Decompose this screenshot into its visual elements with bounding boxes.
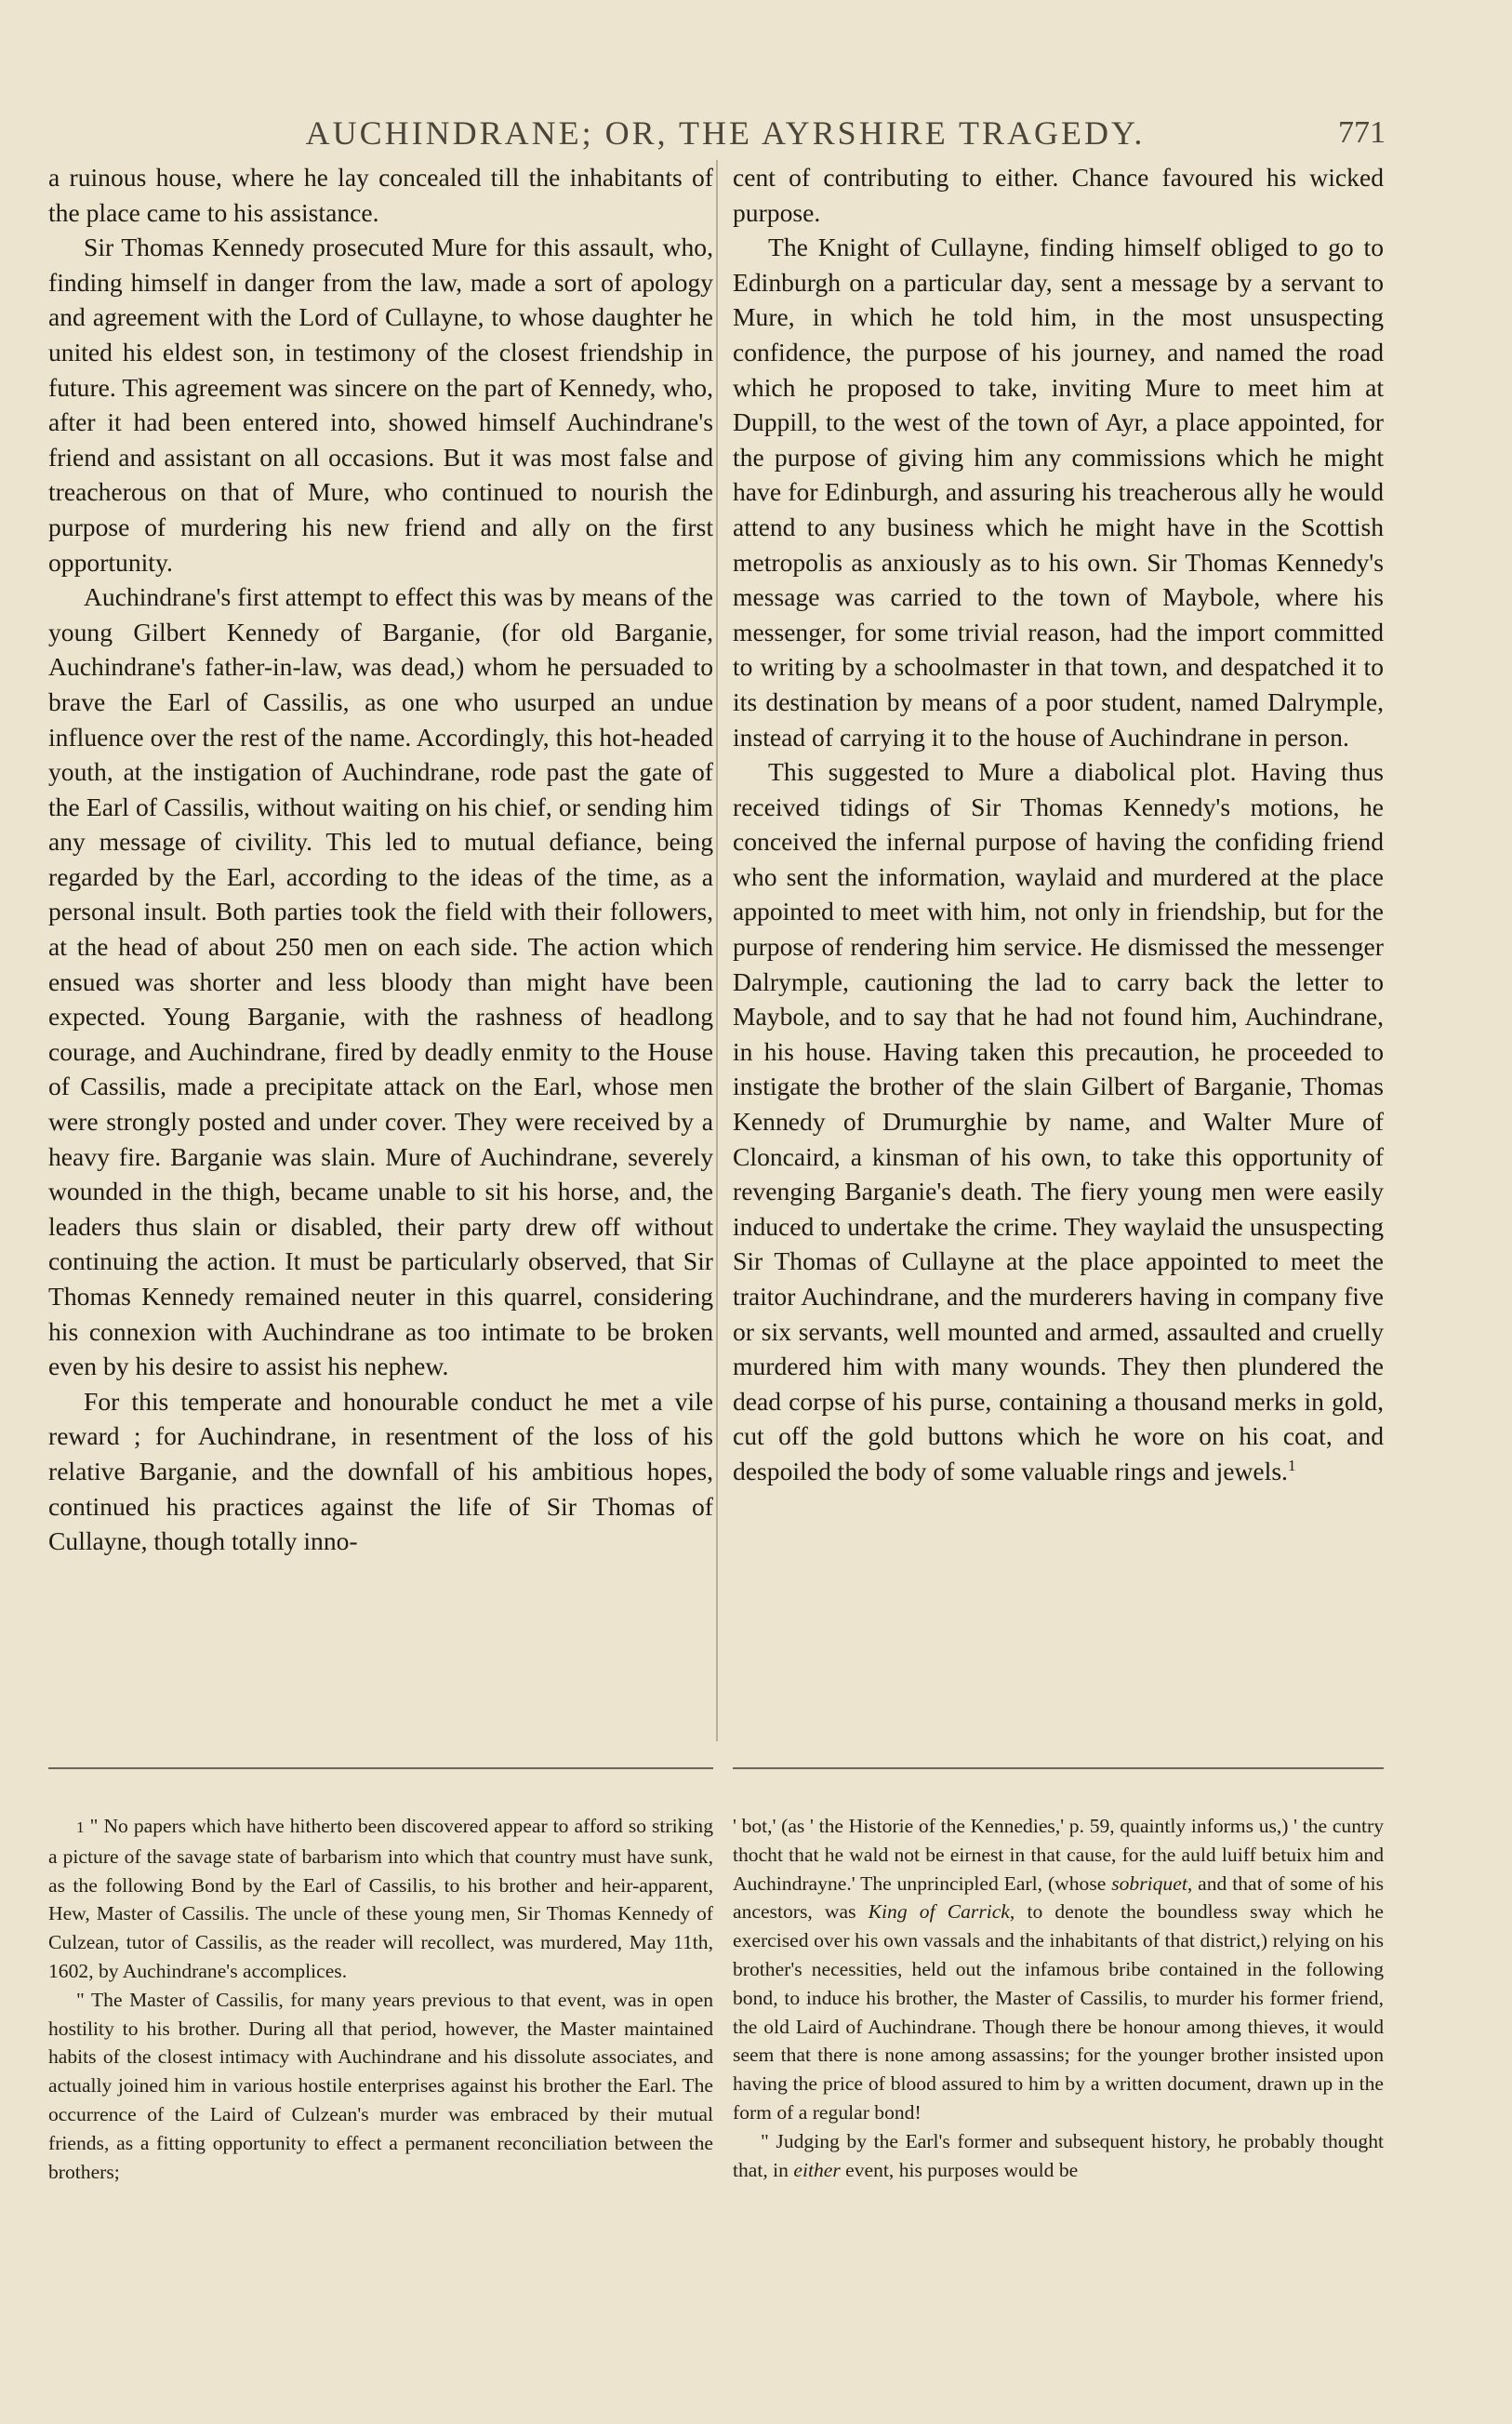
left-paragraph-3: Auchindrane's first attempt to effect this was by means of the young Gilbert Kennedy of Barganie, (for old Barganie, Auchindrane's father-in-law, was dead,) whom he persuaded to brave the Earl of Cassilis, as one who usurped an undue influence over the rest of the name. Accordingly, this hot-headed youth, at the instigation of Auchindrane, rode past the gate of the Earl of Cassilis, without waiting on his chief, or sending him any message of civility. This led to mutual defiance, being regarded by the Earl, according to the ideas of the time, as a personal insult. Both parties took the field with their followers, at the head of about 250 men on each side. The action which ensued was shorter and less bloody than might have been expected. Young Barganie, with the rashness of headlong courage, and Auchindrane, fired by deadly enmity to the House of Cassilis, made a precipitate attack on the Earl, whose men were strongly posted and under cover. They were received by a heavy fire. Barganie was slain. Mure of Auchindrane, severely wounded in the thigh, became unable to sit his horse, and, the leaders thus slain or disabled, their party drew off without continuing the action. It must be particularly observed, that Sir Thomas Kennedy remained neuter in this quarrel, considering his connexion with Auchindrane as too intimate to be broken even by his desire to assist his nephew. bbox=[48, 582, 713, 1381]
footnote-marker: 1 bbox=[76, 1818, 85, 1836]
footnotes-left bbox=[48, 1812, 713, 2186]
footnote-right-text-e: , to denote the boundless sway which he exercised over his own vassals and the inhabitants of that district,) relying on his brother's necessities, held out the infamous bribe contained in the following bond, to induce his brother, the Master of Cassilis, to murder his former friend, the old Laird of Auchindrane. Though there be honour among thieves, it would seem that there is none among assassins; for the younger brother insisted upon having the price of blood assured to him by a written document, drawn up in the form of a regular bond! bbox=[733, 1900, 1384, 2124]
left-paragraph-1: a ruinous house, where he lay concealed till the inhabitants of the place came to his assistance. bbox=[48, 163, 713, 227]
left-column bbox=[48, 160, 713, 1559]
footnotes-right bbox=[733, 1812, 1384, 2184]
page-number: 771 bbox=[1338, 115, 1386, 150]
footnote-right-text-2c: event, his purposes would be bbox=[840, 2158, 1079, 2181]
footnote-right-text-2a: " Judging by the Earl's former and subsequent history, he probably thought that, in bbox=[733, 2129, 1384, 2181]
footnote-right-paragraph-1 bbox=[733, 1812, 1384, 2127]
footnote-reference: 1 bbox=[1287, 1456, 1296, 1474]
footnote-rule-left bbox=[48, 1767, 713, 1769]
running-title: AUCHINDRANE; OR, THE AYRSHIRE TRAGEDY. bbox=[305, 114, 1146, 152]
right-paragraph-2: The Knight of Cullayne, finding himself obliged to go to Edinburgh on a particular day, sent a message by a servant to Mure, in which he told him, in the most unsuspecting confidence, the purpose of his journey, and named the road which he proposed to take, inviting Mure to meet him at Duppill, to the west of the town of Ayr, a place appointed, for the purpose of giving him any commissions which he might have for Edinburgh, and assuring his treacherous ally he would attend to any business which he might have in the Scottish metropolis as anxiously as to his own. Sir Thomas Kennedy's message was carried to the town of Maybole, where his messenger, for some trivial reason, had the import committed to writing by a schoolmaster in that town, and despatched it to its destination by means of a poor student, named Dalrymple, instead of carrying it to the house of Auchindrane in person. bbox=[733, 233, 1384, 752]
footnote-sobriquet: sobriquet bbox=[1111, 1871, 1187, 1895]
footnote-1-paragraph-2: " The Master of Cassilis, for many years previous to that event, was in open hostility to his brother. During all that period, however, the Master maintained habits of the closest intimacy with Auchindrane and his dissolute associates, and actually joined him in various hostile enterprises against his brother the Earl. The occurrence of the Laird of Culzean's murder was embraced by their mutual friends, as a fitting opportunity to effect a permanent reconciliation between the brothers; bbox=[48, 1988, 713, 2183]
footnote-right-paragraph-2 bbox=[733, 2127, 1384, 2185]
column-divider bbox=[716, 160, 718, 1741]
right-paragraph-3 bbox=[733, 754, 1384, 1488]
footnote-rule-right bbox=[733, 1767, 1384, 1769]
right-column bbox=[733, 160, 1384, 1489]
footnote-right-text-a: ' bot,' (as ' the Historie of the Kennedies,' p. 59, quaintly informs us,) ' the cuntry thocht that he wald not be eirnest in that cause, for the auld luiff betuix him and Auchindrayne.' The unprincipled Earl, (whose bbox=[733, 1815, 1384, 1895]
left-paragraph-2: Sir Thomas Kennedy prosecuted Mure for this assault, who, finding himself in danger from the law, made a sort of apology and agreement with the Lord of Cullayne, to whose daughter he united his eldest son, in testimony of the closest friendship in future. This agreement was sincere on the part of Kennedy, who, after it had been entered into, showed himself Auchindrane's friend and assistant on all occasions. But it was most false and treacherous on that of Mure, who continued to nourish the purpose of murdering his new friend and ally on the first opportunity. bbox=[48, 233, 713, 577]
footnote-1-text-1: " No papers which have hitherto been discovered appear to afford so striking a picture of the savage state of barbarism into which that country must have sunk, as the following Bond by the Earl of Cassilis, to his brother and heir-apparent, Hew, Master of Cassilis. The uncle of these young men, Sir Thomas Kennedy of Culzean, tutor of Cassilis, as the reader will recollect, was murdered, May 11th, 1602, by Auchindrane's accomplices. bbox=[48, 1815, 713, 1982]
right-paragraph-1: cent of contributing to either. Chance favoured his wicked purpose. bbox=[733, 163, 1384, 227]
left-paragraph-4: For this temperate and honourable conduct he met a vile reward ; for Auchindrane, in resentment of the loss of his relative Barganie, and the downfall of his ambitious hopes, continued his practices against the life of Sir Thomas of Cullayne, though totally inno- bbox=[48, 1386, 713, 1556]
footnote-1-paragraph-1 bbox=[48, 1812, 713, 1986]
right-paragraph-3-text: This suggested to Mure a diabolical plot. Having thus received tidings of Sir Thomas Kennedy's motions, he conceived the infernal purpose of having the confiding friend who sent the information, waylaid and murdered at the place appointed to meet with him, not only in friendship, but for the purpose of rendering him service. He dismissed the messenger Dalrymple, cautioning the lad to carry back the letter to Maybole, and to say that he had not found him, Auchindrane, in his house. Having taken this precaution, he proceeded to instigate the brother of the slain Gilbert of Barganie, Thomas Kennedy of Drumurghie by name, and Walter Mure of Cloncaird, a kinsman of his own, to take this opportunity of revenging Barganie's death. The fiery young men were easily induced to undertake the crime. They waylaid the unsuspecting Sir Thomas of Cullayne at the place appointed to meet the traitor Auchindrane, and the murderers having in company five or six servants, well mounted and armed, assaulted and cruelly murdered him with many wounds. They then plundered the dead corpse of his purse, containing a thousand merks in gold, cut off the gold buttons which he wore on his coat, and despoiled the body of some valuable rings and jewels. bbox=[733, 757, 1384, 1485]
footnote-king-of-carrick: King of Carrick bbox=[868, 1900, 1010, 1924]
footnote-either: either bbox=[793, 2158, 841, 2181]
footnote-right-text-c: , and that of some of his ancestors, was bbox=[733, 1871, 1385, 1924]
